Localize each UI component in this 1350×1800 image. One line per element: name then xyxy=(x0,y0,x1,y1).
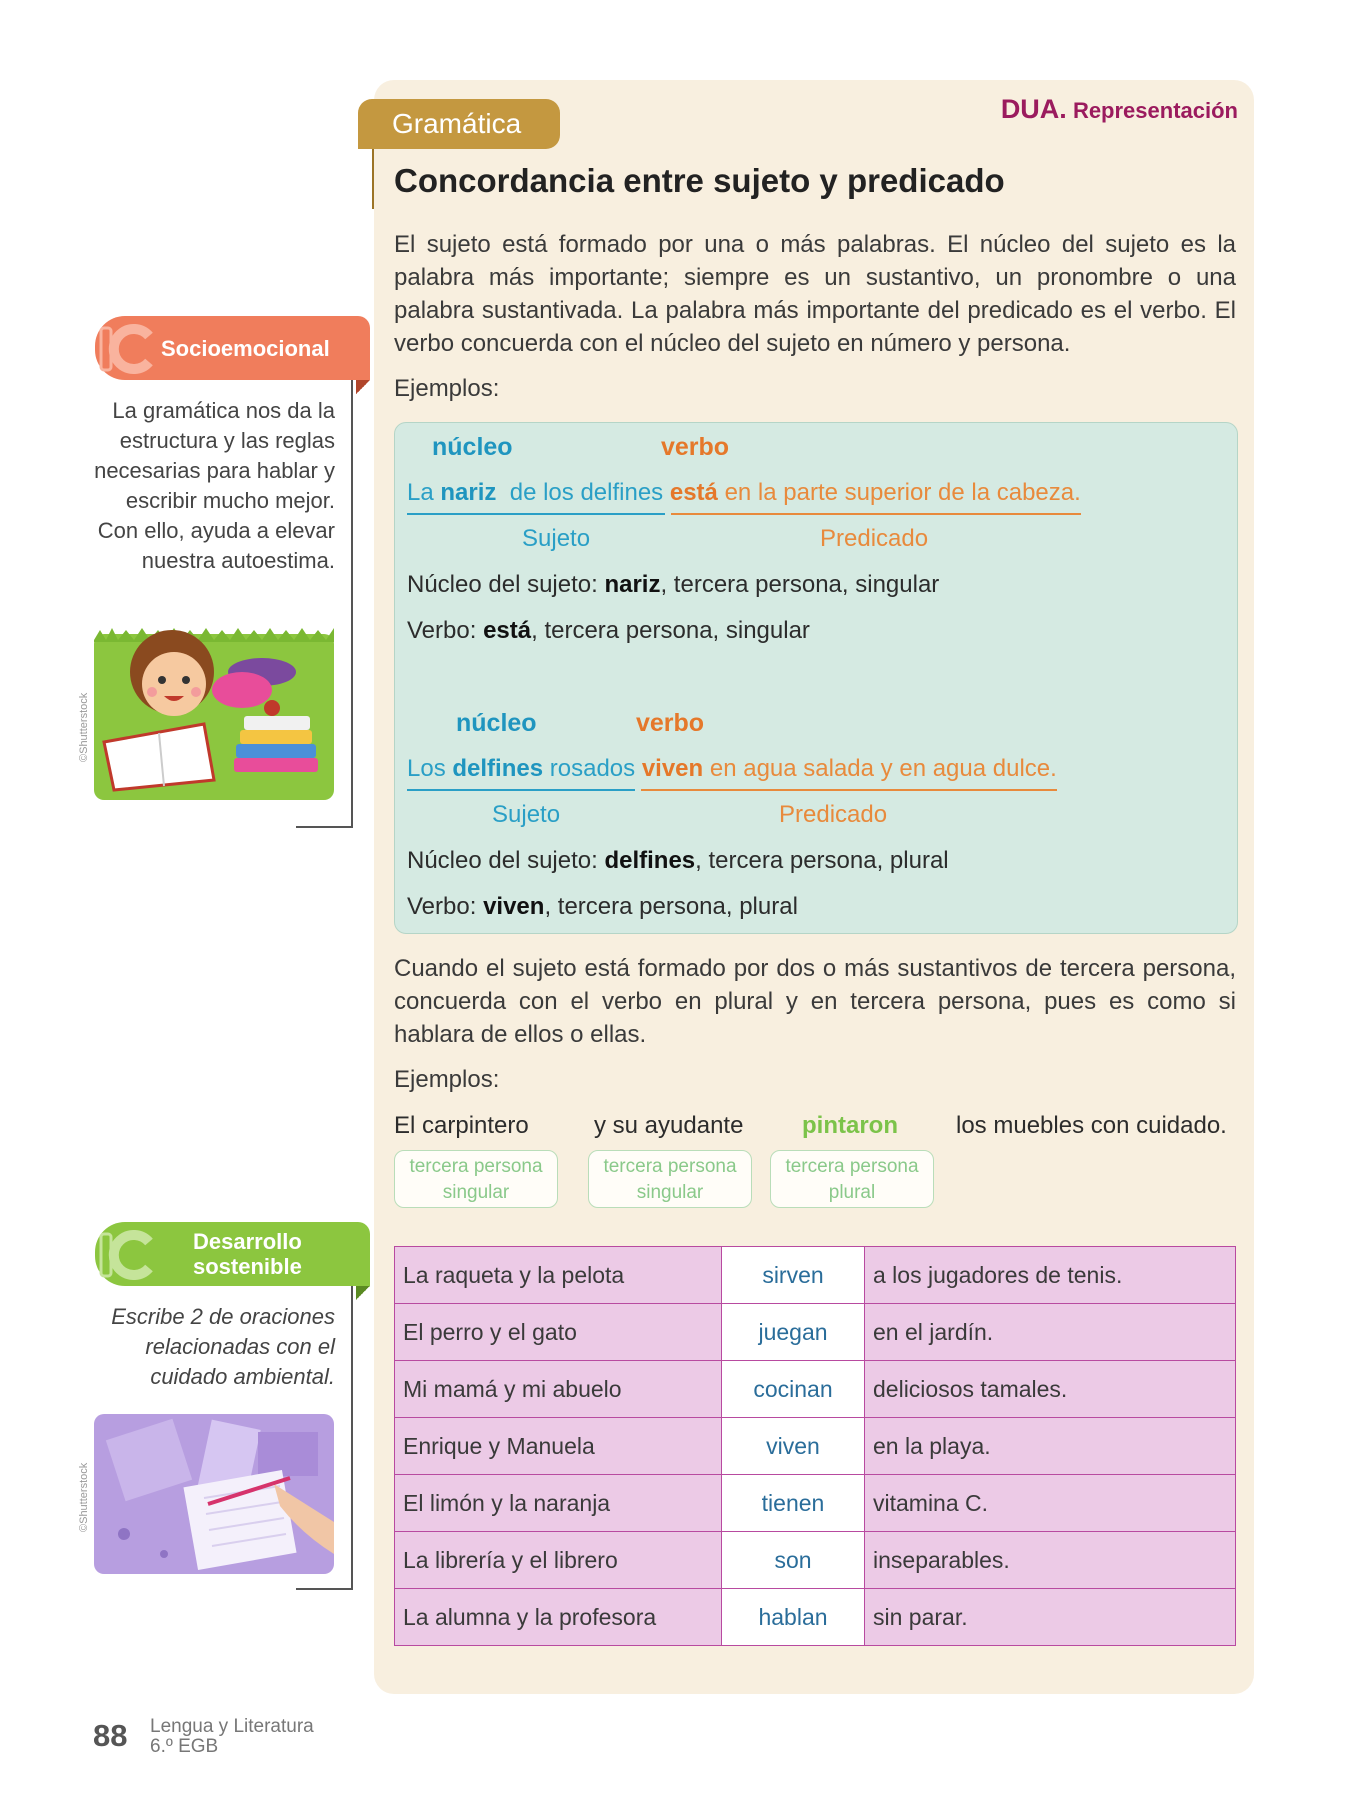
socioemocional-text: La gramática nos da la estructura y las reglas necesarias para hablar y escribir mucho mejor. Con ello, ayuda a elevar nuestra autoestima. xyxy=(94,398,335,573)
predicate-cell: a los jugadores de tenis. xyxy=(865,1247,1236,1304)
socioemocional-header: Socioemocional xyxy=(95,316,370,380)
table-row xyxy=(395,1247,1236,1304)
predicate-cell: vitamina C. xyxy=(865,1475,1236,1532)
nucleus-line: Núcleo del sujeto: nariz, tercera persona, singular xyxy=(407,571,940,598)
image-credit: ©Shutterstock xyxy=(78,692,90,762)
subject-cell: El limón y la naranja xyxy=(395,1475,722,1532)
ic-logo-icon xyxy=(97,324,155,374)
verb-line: Verbo: está, tercera persona, singular xyxy=(407,617,810,644)
examples-box xyxy=(394,422,1238,934)
predicate-underline xyxy=(641,789,1057,791)
sostenible-text: Escribe 2 de oraciones relacionadas con el cuidado ambiental. xyxy=(111,1304,335,1389)
table-row xyxy=(395,1418,1236,1475)
examples-label: Ejemplos: xyxy=(394,375,500,402)
table-row xyxy=(395,1304,1236,1361)
writing-notebook-photo xyxy=(94,1414,334,1574)
subject-underline xyxy=(407,513,665,515)
subject-label: Sujeto xyxy=(492,801,561,828)
verb-cell: sirven xyxy=(722,1247,865,1304)
subject-cell: La raqueta y la pelota xyxy=(395,1247,722,1304)
subject-cell: La librería y el librero xyxy=(395,1532,722,1589)
predicate-label: Predicado xyxy=(820,525,929,552)
header-fold xyxy=(356,1286,370,1300)
header-fold xyxy=(356,380,370,394)
subject-cell: Enrique y Manuela xyxy=(395,1418,722,1475)
nucleo-tag: núcleo xyxy=(432,433,513,461)
table-row xyxy=(395,1532,1236,1589)
footer-subject: Lengua y Literatura 6.º EGB xyxy=(150,1716,314,1757)
girl-reading-illustration xyxy=(94,612,334,800)
person-pill: tercera persona singular xyxy=(394,1150,558,1208)
sidebar-rule xyxy=(296,826,353,828)
nucleo-tag: núcleo xyxy=(456,709,537,737)
predicate-cell: sin parar. xyxy=(865,1589,1236,1646)
subject-label: Sujeto xyxy=(522,525,591,552)
verb-cell: hablan xyxy=(722,1589,865,1646)
verb-cell: juegan xyxy=(722,1304,865,1361)
verb-line: Verbo: viven, tercera persona, plural xyxy=(407,893,798,920)
table-row xyxy=(395,1475,1236,1532)
verbo-tag: verbo xyxy=(636,709,705,737)
person-pill: tercera persona singular xyxy=(588,1150,752,1208)
nucleus-line: Núcleo del sujeto: delfines, tercera persona, plural xyxy=(407,847,949,874)
ic-logo-icon xyxy=(97,1230,155,1280)
examples-label-2: Ejemplos: xyxy=(394,1066,500,1093)
example3-rest: los muebles con cuidado. xyxy=(956,1112,1227,1139)
verbo-tag: verbo xyxy=(661,433,730,461)
section-tab: Gramática xyxy=(358,99,560,149)
tab-divider xyxy=(372,149,374,209)
dua-label: DUA. Representación xyxy=(1000,94,1238,124)
subject-cell: El perro y el gato xyxy=(395,1304,722,1361)
sidebar-rule xyxy=(351,380,353,826)
page-title: Concordancia entre sujeto y predicado xyxy=(394,162,1005,199)
table-row xyxy=(395,1361,1236,1418)
verb-cell: son xyxy=(722,1532,865,1589)
intro-paragraph: El sujeto está formado por una o más palabras. El núcleo del sujeto es la palabra más importante; siempre es un sustantivo, un pronombre o una palabra sustantivada. La palabra más importante del predicado es el verbo. El verbo concuerda con el núcleo del sujeto en número y persona. xyxy=(394,231,1236,357)
example-sentence: Los delfines rosados viven en agua salada y en agua dulce. xyxy=(407,755,1057,782)
table-row xyxy=(395,1589,1236,1646)
predicate-cell: en el jardín. xyxy=(865,1304,1236,1361)
predicate-underline xyxy=(671,513,1081,515)
predicate-label: Predicado xyxy=(779,801,888,828)
verb-cell: tienen xyxy=(722,1475,865,1532)
example3-part1: El carpintero xyxy=(394,1112,529,1139)
example-sentence: La nariz de los delfines está en la parte superior de la cabeza. xyxy=(407,479,1081,506)
predicate-cell: deliciosos tamales. xyxy=(865,1361,1236,1418)
predicate-cell: inseparables. xyxy=(865,1532,1236,1589)
agreement-table xyxy=(394,1246,1236,1646)
sidebar-rule xyxy=(351,1286,353,1588)
predicate-cell: en la playa. xyxy=(865,1418,1236,1475)
sostenible-header: Desarrollo sostenible xyxy=(95,1222,370,1286)
example3-part2: y su ayudante xyxy=(594,1112,744,1139)
verb-cell: viven xyxy=(722,1418,865,1475)
image-credit: ©Shutterstock xyxy=(78,1462,90,1532)
subject-cell: La alumna y la profesora xyxy=(395,1589,722,1646)
subject-underline xyxy=(407,789,635,791)
page-number: 88 xyxy=(93,1718,128,1753)
second-paragraph: Cuando el sujeto está formado por dos o más sustantivos de tercera persona, concuerda con el verbo en plural y en tercera persona, pues es como si hablara de ellos o ellas. xyxy=(394,955,1236,1048)
verb-cell: cocinan xyxy=(722,1361,865,1418)
person-pill: tercera persona plural xyxy=(770,1150,934,1208)
subject-cell: Mi mamá y mi abuelo xyxy=(395,1361,722,1418)
sidebar-rule xyxy=(296,1588,353,1590)
example3-verb: pintaron xyxy=(802,1112,898,1139)
